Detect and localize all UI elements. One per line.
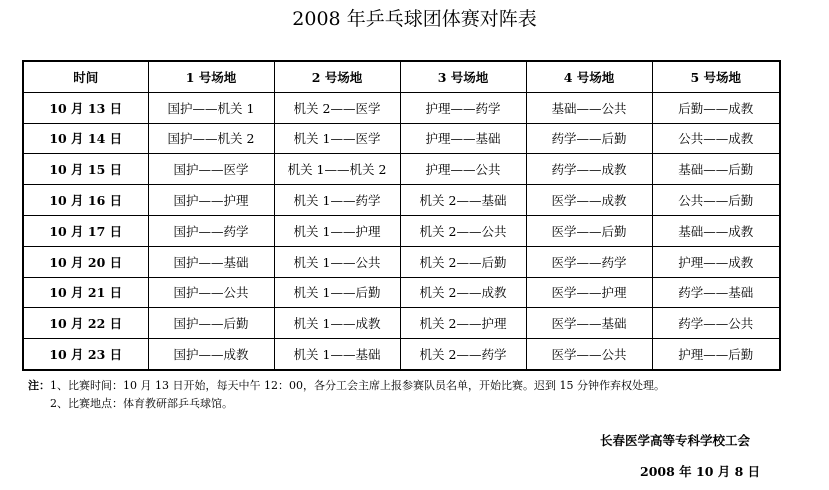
match-cell-court-5: 公共——成教 xyxy=(652,123,780,154)
match-cell-court-4: 医学——基础 xyxy=(526,308,652,339)
match-cell-court-1: 国护——机关 1 xyxy=(148,92,274,123)
match-cell-court-3: 机关 2——后勤 xyxy=(400,246,526,277)
match-date-cell: 10 月 16 日 xyxy=(23,185,148,216)
match-cell-court-5: 基础——成教 xyxy=(652,215,780,246)
table-row xyxy=(23,123,780,154)
match-cell-court-1: 国护——机关 2 xyxy=(148,123,274,154)
match-cell-court-1: 国护——后勤 xyxy=(148,308,274,339)
match-cell-court-3: 护理——药学 xyxy=(400,92,526,123)
match-cell-court-2: 机关 1——护理 xyxy=(274,215,400,246)
table-header-row xyxy=(23,61,780,92)
match-cell-court-4: 基础——公共 xyxy=(526,92,652,123)
header-time: 时间 xyxy=(23,61,148,92)
header-court-5: 5 号场地 xyxy=(652,61,780,92)
match-cell-court-5: 公共——后勤 xyxy=(652,185,780,216)
notes-label: 注： xyxy=(28,379,50,392)
table-row xyxy=(23,215,780,246)
match-cell-court-3: 机关 2——成教 xyxy=(400,277,526,308)
match-schedule-table xyxy=(22,60,781,371)
match-date-cell: 10 月 22 日 xyxy=(23,308,148,339)
match-cell-court-4: 医学——公共 xyxy=(526,339,652,370)
match-date-cell: 10 月 17 日 xyxy=(23,215,148,246)
table-body xyxy=(23,92,780,370)
match-cell-court-5: 护理——后勤 xyxy=(652,339,780,370)
match-cell-court-2: 机关 1——成教 xyxy=(274,308,400,339)
issuing-organization: 长春医学高等专科学校工会 xyxy=(600,433,751,448)
match-cell-court-5: 药学——基础 xyxy=(652,277,780,308)
match-cell-court-5: 后勤——成教 xyxy=(652,92,780,123)
match-cell-court-2: 机关 1——医学 xyxy=(274,123,400,154)
match-cell-court-1: 国护——医学 xyxy=(148,154,274,185)
table-row xyxy=(23,339,780,370)
header-court-2: 2 号场地 xyxy=(274,61,400,92)
match-cell-court-1: 国护——药学 xyxy=(148,215,274,246)
match-cell-court-3: 机关 2——基础 xyxy=(400,185,526,216)
match-cell-court-2: 机关 1——公共 xyxy=(274,246,400,277)
match-date-cell: 10 月 20 日 xyxy=(23,246,148,277)
match-cell-court-1: 国护——成教 xyxy=(148,339,274,370)
match-date-cell: 10 月 23 日 xyxy=(23,339,148,370)
match-date-cell: 10 月 21 日 xyxy=(23,277,148,308)
match-cell-court-2: 机关 1——基础 xyxy=(274,339,400,370)
match-date-cell: 10 月 14 日 xyxy=(23,123,148,154)
match-cell-court-2: 机关 1——机关 2 xyxy=(274,154,400,185)
notes-section xyxy=(28,377,665,413)
table-row xyxy=(23,154,780,185)
match-cell-court-4: 医学——药学 xyxy=(526,246,652,277)
match-cell-court-3: 护理——基础 xyxy=(400,123,526,154)
match-cell-court-5: 药学——公共 xyxy=(652,308,780,339)
note-text-1: 1、比赛时间：10 月 13 日开始，每天中午 12：00，各分工会主席上报参赛队员名单，开始比赛。迟到 15 分钟作弃权处理。 xyxy=(50,379,665,392)
match-cell-court-4: 药学——后勤 xyxy=(526,123,652,154)
match-cell-court-4: 药学——成教 xyxy=(526,154,652,185)
match-cell-court-2: 机关 2——医学 xyxy=(274,92,400,123)
match-cell-court-2: 机关 1——药学 xyxy=(274,185,400,216)
match-cell-court-4: 医学——成教 xyxy=(526,185,652,216)
match-cell-court-2: 机关 1——后勤 xyxy=(274,277,400,308)
match-cell-court-3: 机关 2——护理 xyxy=(400,308,526,339)
match-cell-court-4: 医学——护理 xyxy=(526,277,652,308)
match-cell-court-1: 国护——公共 xyxy=(148,277,274,308)
header-court-4: 4 号场地 xyxy=(526,61,652,92)
table-row xyxy=(23,246,780,277)
match-date-cell: 10 月 15 日 xyxy=(23,154,148,185)
table-row xyxy=(23,308,780,339)
match-cell-court-3: 护理——公共 xyxy=(400,154,526,185)
match-cell-court-1: 国护——护理 xyxy=(148,185,274,216)
page-title: 2008 年乒乓球团体赛对阵表 xyxy=(292,8,537,30)
match-cell-court-5: 护理——成教 xyxy=(652,246,780,277)
table-row xyxy=(23,277,780,308)
match-cell-court-3: 机关 2——药学 xyxy=(400,339,526,370)
table-row xyxy=(23,185,780,216)
match-cell-court-5: 基础——后勤 xyxy=(652,154,780,185)
match-cell-court-3: 机关 2——公共 xyxy=(400,215,526,246)
match-cell-court-1: 国护——基础 xyxy=(148,246,274,277)
table-row xyxy=(23,92,780,123)
note-line-2: 2、比赛地点：体育教研部乒乓球馆。 xyxy=(50,397,233,410)
header-court-1: 1 号场地 xyxy=(148,61,274,92)
match-date-cell: 10 月 13 日 xyxy=(23,92,148,123)
issue-date: 2008 年 10 月 8 日 xyxy=(640,464,761,479)
match-cell-court-4: 医学——后勤 xyxy=(526,215,652,246)
header-court-3: 3 号场地 xyxy=(400,61,526,92)
note-line-1 xyxy=(28,377,665,395)
